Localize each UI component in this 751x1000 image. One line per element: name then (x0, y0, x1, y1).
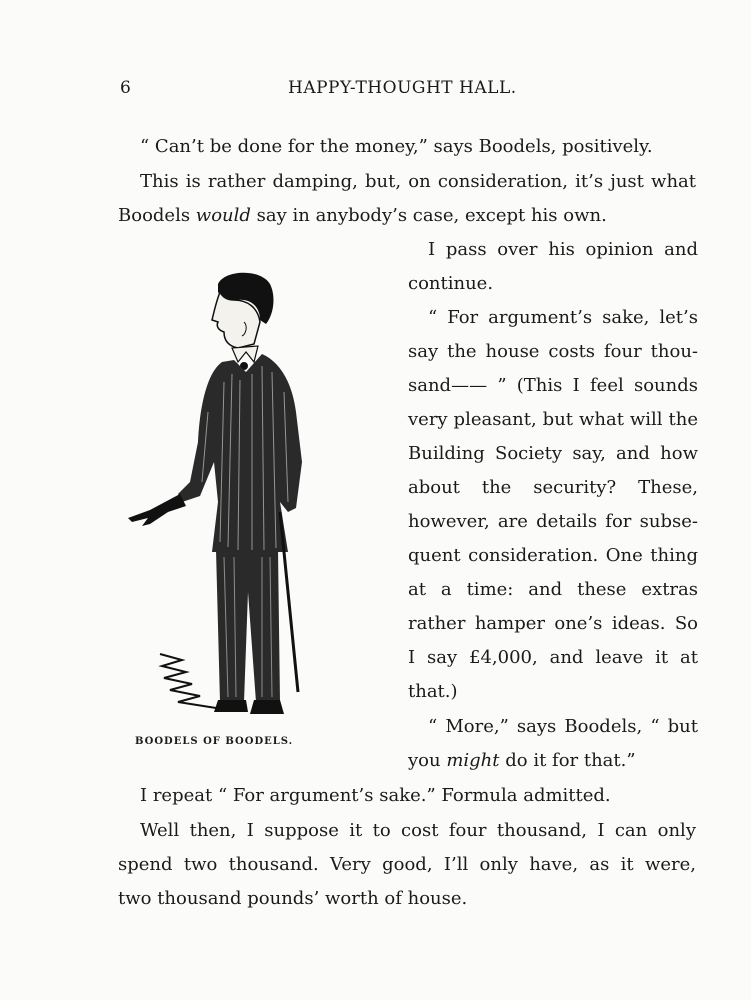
illustration-caption: BOODELS OF BOODELS. (135, 736, 294, 747)
text-line: I pass over his opinion and (428, 239, 698, 260)
text-line: “ For argument’s sake, let’s (428, 307, 698, 328)
text-line: however, are details for subse- (408, 511, 698, 532)
page-number: 6 (120, 78, 131, 98)
text-line: spend two thousand. Very good, I’ll only have, as it were, (118, 854, 696, 875)
text-line: Building Society say, and how (408, 443, 698, 464)
text-line: two thousand pounds’ worth of house. (118, 888, 468, 909)
text-line: “ More,” says Boodels, “ but (428, 716, 698, 737)
text-line: that.) (408, 681, 458, 702)
text-line: continue. (408, 273, 494, 294)
text-line: I say £4,000, and leave it at (408, 647, 698, 668)
text-line: quent consideration. One thing (408, 545, 698, 566)
text-line: say the house costs four thou- (408, 341, 698, 362)
boodels-illustration (120, 262, 320, 722)
text-line: Boodels would say in anybody’s case, except his own. (118, 205, 607, 226)
text-line: “ Can’t be done for the money,” says Boodels, positively. (140, 136, 653, 157)
text-line: sand—— ” (This I feel sounds (408, 375, 698, 396)
text-line: This is rather damping, but, on consideration, it’s just what (140, 171, 696, 192)
running-title: HAPPY-THOUGHT HALL. (288, 78, 517, 98)
text-line: about the security? These, (408, 477, 698, 498)
text-line: very pleasant, but what will the (408, 409, 698, 430)
text-line: I repeat “ For argument’s sake.” Formula admitted. (140, 785, 611, 806)
text-line: Well then, I suppose it to cost four thousand, I can only (140, 820, 696, 841)
text-line: you might do it for that.” (408, 750, 636, 771)
text-line: at a time: and these extras (408, 579, 698, 600)
text-line: rather hamper one’s ideas. So (408, 613, 698, 634)
